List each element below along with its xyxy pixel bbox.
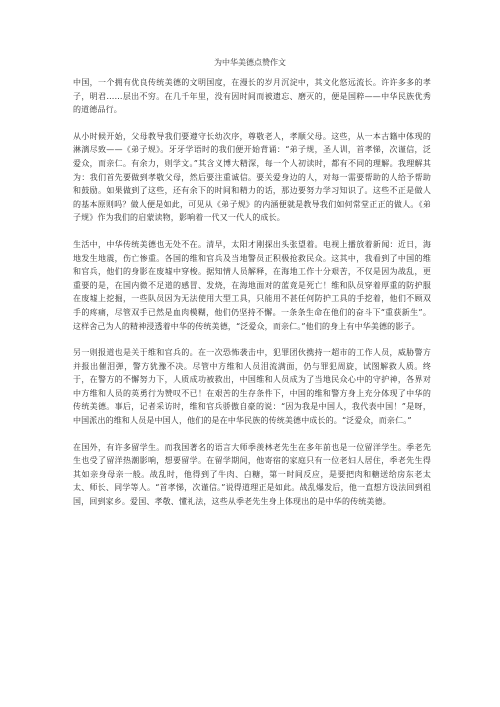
paragraph-4: 另一则报道也是关于维和官兵的。在一次恐怖袭击中，犯罪团伙携持一超市的工作人员，威胁警方并报出催泪弹，警方犹豫不决。尽管中方维和人员泪流满面，仍与罪犯周旋，试图解救人质。终于，在警方的不懈努力下，人质成功被救出，中国维和人员成为了当地民众心中的守护神，各界对中方维和人员的英勇行为赞叹不已！在艰苦的生存条件下，中国的维和警方身上充分体现了中华的传统美德。事后，记者采访时，维和官兵骄傲自豪的说：“因为我是中国人，我代表中国！”是呀，中国派出的维和人员是中国人，他们的是在中华民族的传统美德中成长的。“泛爱众，而亲仁。”: [73, 348, 431, 426]
paragraph-2: 从小时候开始，父母教导我们要遵守长幼次序，尊敬老人，孝顺父母。这些，从一本古籍中体现的淋漓尽致——《弟子规》。牙牙学语时的我们便开始背诵：“弟子规，圣人训，首孝悌，次谨信，泛爱众，而亲仁。有余力，则学文。”其含义博大精深，每一个人初读时，都有不同的理解。我理解其为：我们首先要做到孝敬父母，然后要注重诚信。要关爱身边的人，对每一需要帮助的人给予帮助和鼓励。如果做到了这些，还有余下的时间和精力的话，那边要努力学习知识了。这些不正是做人的基本原则吗？做人便是如此，可见从《弟子规》的内涵便就是教导我们如何常堂正正的做人。《弟子规》作为我们的启蒙读物，影响着一代又一代人的成长。: [73, 131, 431, 223]
document-title: 为中华美德点赞作文: [214, 58, 286, 67]
paragraph-1: 中国，一个拥有优良传统美德的文明国度，在漫长的岁月沉淀中，其文化悠远流长。许许多多的孝子，明君……层出不穷。在几千年里，没有因时间而被遗忘、磨灭的，便是国粹——中华民族优秀的道德品行。: [73, 78, 431, 115]
paragraph-5: 在国外，有许多留学生。而我国著名的语言大师季羡林老先生在多年前也是一位留洋学生。季老先生也受了留洋热潮影响，想要留学。在留学期间，他寄宿的家庭只有一位老妇人居住，季老先生得其如亲身母亲一般。战乱时，他得到了牛肉、白糖，第一时间反应，是要把肉和糖送给房东老太太、师长、同学等人。“首孝悌，次谨信。”说得道理正是如此。战乱爆发后，他一直想方设法回到祖国，回到家乡。爱国、孝敬、懂礼法，这些从季老先生身上体现出的是中华的传统美德。: [73, 442, 431, 507]
paragraph-3: 生活中，中华传统美德也无处不在。清早，太阳才刚探出头张望着。电视上播放着新闻：近日，海地发生地震，伤亡惨重。各国的维和官兵及当地警员正积极抢救民众。这其中，我看到了中国的维和官兵，他们的身影在废墟中穿梭。据知情人员解释，在海地工作十分艰苦，不仅是因为战乱，更重要的是，在国内微不足道的感冒、发烧，在海地面对的蓝竟是死亡！维和队员穿着厚重的防护服在废墟上挖掘，一些队员因为无法使用大型工具，只能用不甚任何防护工具的手挖着，他们不顾双手的疼痛，尽管双手已然是血肉模糊，他们仍坚持不懈。一条条生命在他们的奋斗下“重获新生”。这样舍己为人的精神浸透着中华的传统美德，“泛爱众，而亲仁。”他们的身上有中华美德的影子。: [73, 239, 431, 331]
document-body: [73, 76, 431, 522]
